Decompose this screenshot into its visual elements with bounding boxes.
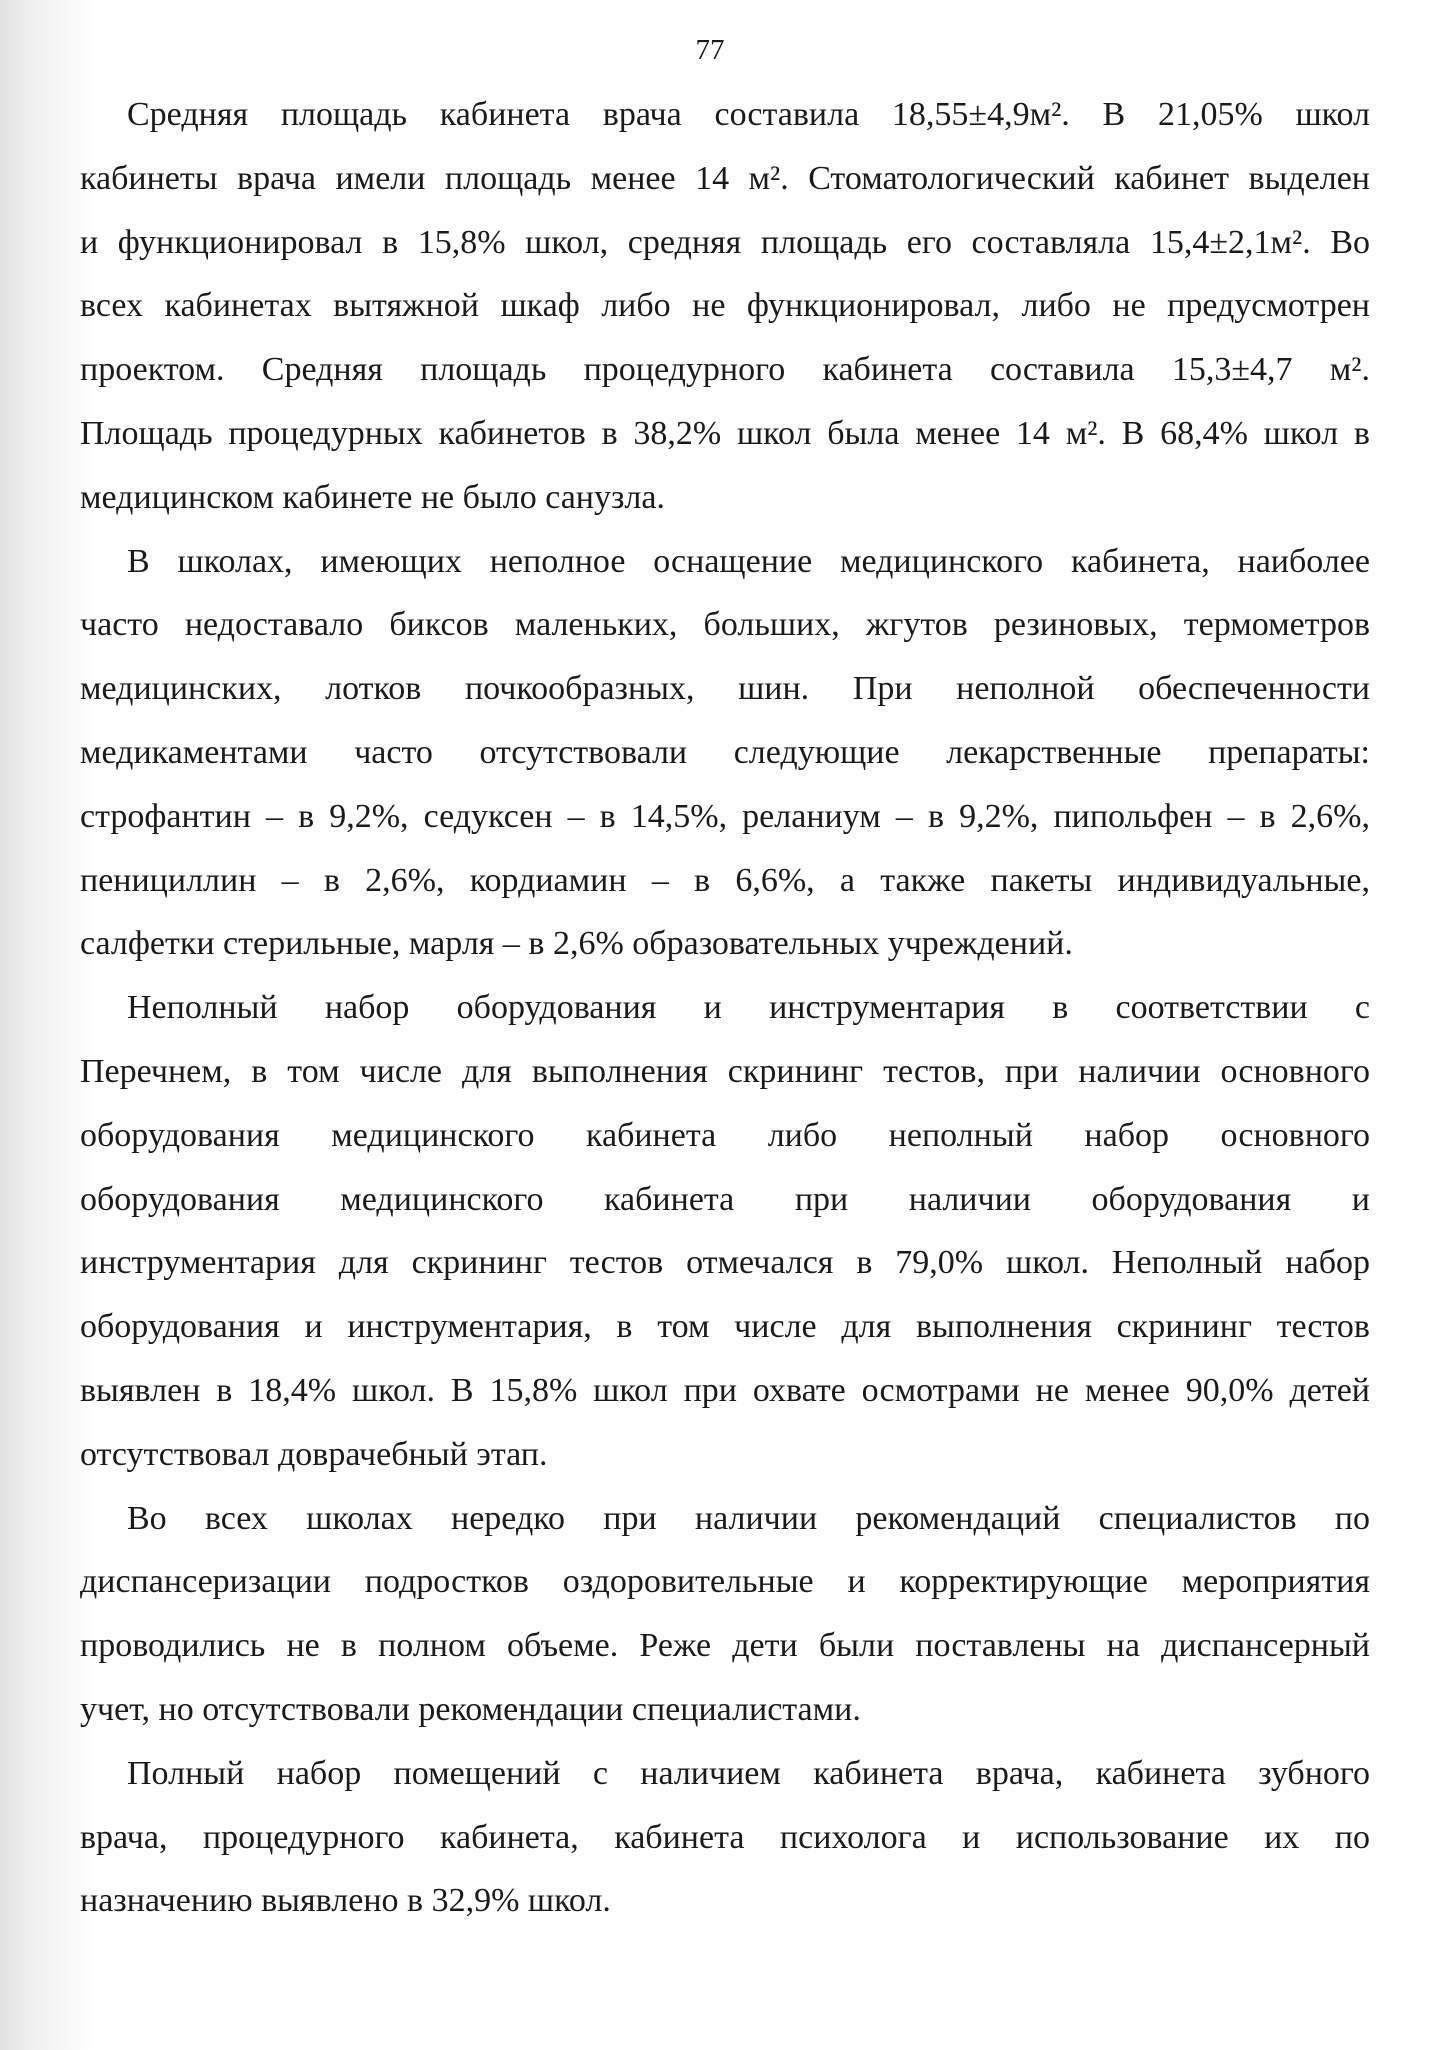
page-number: 77: [695, 34, 725, 66]
text-line: Площадь процедурных кабинетов в 38,2% школ была менее 14 м². В 68,4% школ в: [80, 414, 1370, 452]
text-line: строфантин – в 9,2%, седуксен – в 14,5%, реланиум – в 9,2%, пипольфен – в 2,6%,: [80, 797, 1370, 835]
text-line: оборудования и инструментария, в том числе для выполнения скрининг тестов: [80, 1308, 1370, 1346]
text-line: диспансеризации подростков оздоровительные и корректирующие мероприятия: [80, 1563, 1370, 1601]
text-segment: В 21,05% школ: [1102, 96, 1370, 133]
text-line: [80, 83, 1370, 147]
text-line: медицинских, лотков почкообразных, шин. При неполной обеспеченности: [80, 670, 1370, 708]
document-body: [80, 83, 1370, 1933]
text-line: часто недоставало биксов маленьких, больших, жгутов резиновых, термометров: [80, 606, 1370, 644]
text-line: учет, но отсутствовали рекомендации специалистами.: [80, 1690, 861, 1728]
paragraph-1: [80, 83, 1370, 530]
text-line: В школах, имеющих неполное оснащение медицинского кабинета, наиболее: [127, 542, 1370, 580]
text-line: Перечнем, в том числе для выполнения скрининг тестов, при наличии основного: [80, 1052, 1370, 1090]
text-line: проводились не в полном объеме. Реже дети были поставлены на диспансерный: [80, 1627, 1370, 1665]
paragraph-5: [80, 1742, 1370, 1933]
text-line: инструментария для скрининг тестов отмечался в 79,0% школ. Неполный набор: [80, 1244, 1370, 1282]
text-line: отсутствовал доврачебный этап.: [80, 1435, 548, 1473]
text-line: и функционировал в 15,8% школ, средняя площадь его составляла 15,4±2,1м². Во: [80, 223, 1370, 261]
text-line: медикаментами часто отсутствовали следующие лекарственные препараты:: [80, 733, 1370, 771]
text-line: проектом. Средняя площадь процедурного кабинета составила 15,3±4,7 м².: [80, 351, 1370, 389]
paragraph-4: [80, 1487, 1370, 1742]
paragraph-3: [80, 976, 1370, 1486]
text-line: салфетки стерильные, марля – в 2,6% образовательных учреждений.: [80, 925, 1073, 963]
text-line: Неполный набор оборудования и инструментария в соответствии с: [127, 989, 1370, 1027]
text-line: оборудования медицинского кабинета при наличии оборудования и: [80, 1180, 1370, 1218]
text-line: пенициллин – в 2,6%, кордиамин – в 6,6%, а также пакеты индивидуальные,: [80, 861, 1370, 899]
text-segment: Средняя площадь кабинета врача составила 18,55±4,9м².: [127, 96, 1070, 133]
text-line: кабинеты врача имели площадь менее 14 м². Стоматологический кабинет выделен: [80, 159, 1370, 197]
text-line: медицинском кабинете не было санузла.: [80, 478, 665, 516]
text-line: оборудования медицинского кабинета либо неполный набор основного: [80, 1116, 1370, 1154]
text-line: Во всех школах нередко при наличии рекомендаций специалистов по: [127, 1499, 1370, 1537]
text-line: выявлен в 18,4% школ. В 15,8% школ при охвате осмотрами не менее 90,0% детей: [80, 1371, 1370, 1409]
paragraph-2: [80, 530, 1370, 977]
text-line: всех кабинетах вытяжной шкаф либо не функционировал, либо не предусмотрен: [80, 287, 1370, 325]
text-line: врача, процедурного кабинета, кабинета психолога и использование их по: [80, 1818, 1370, 1856]
text-line: Полный набор помещений с наличием кабинета врача, кабинета зубного: [127, 1754, 1370, 1792]
text-line: назначению выявлено в 32,9% школ.: [80, 1882, 611, 1920]
